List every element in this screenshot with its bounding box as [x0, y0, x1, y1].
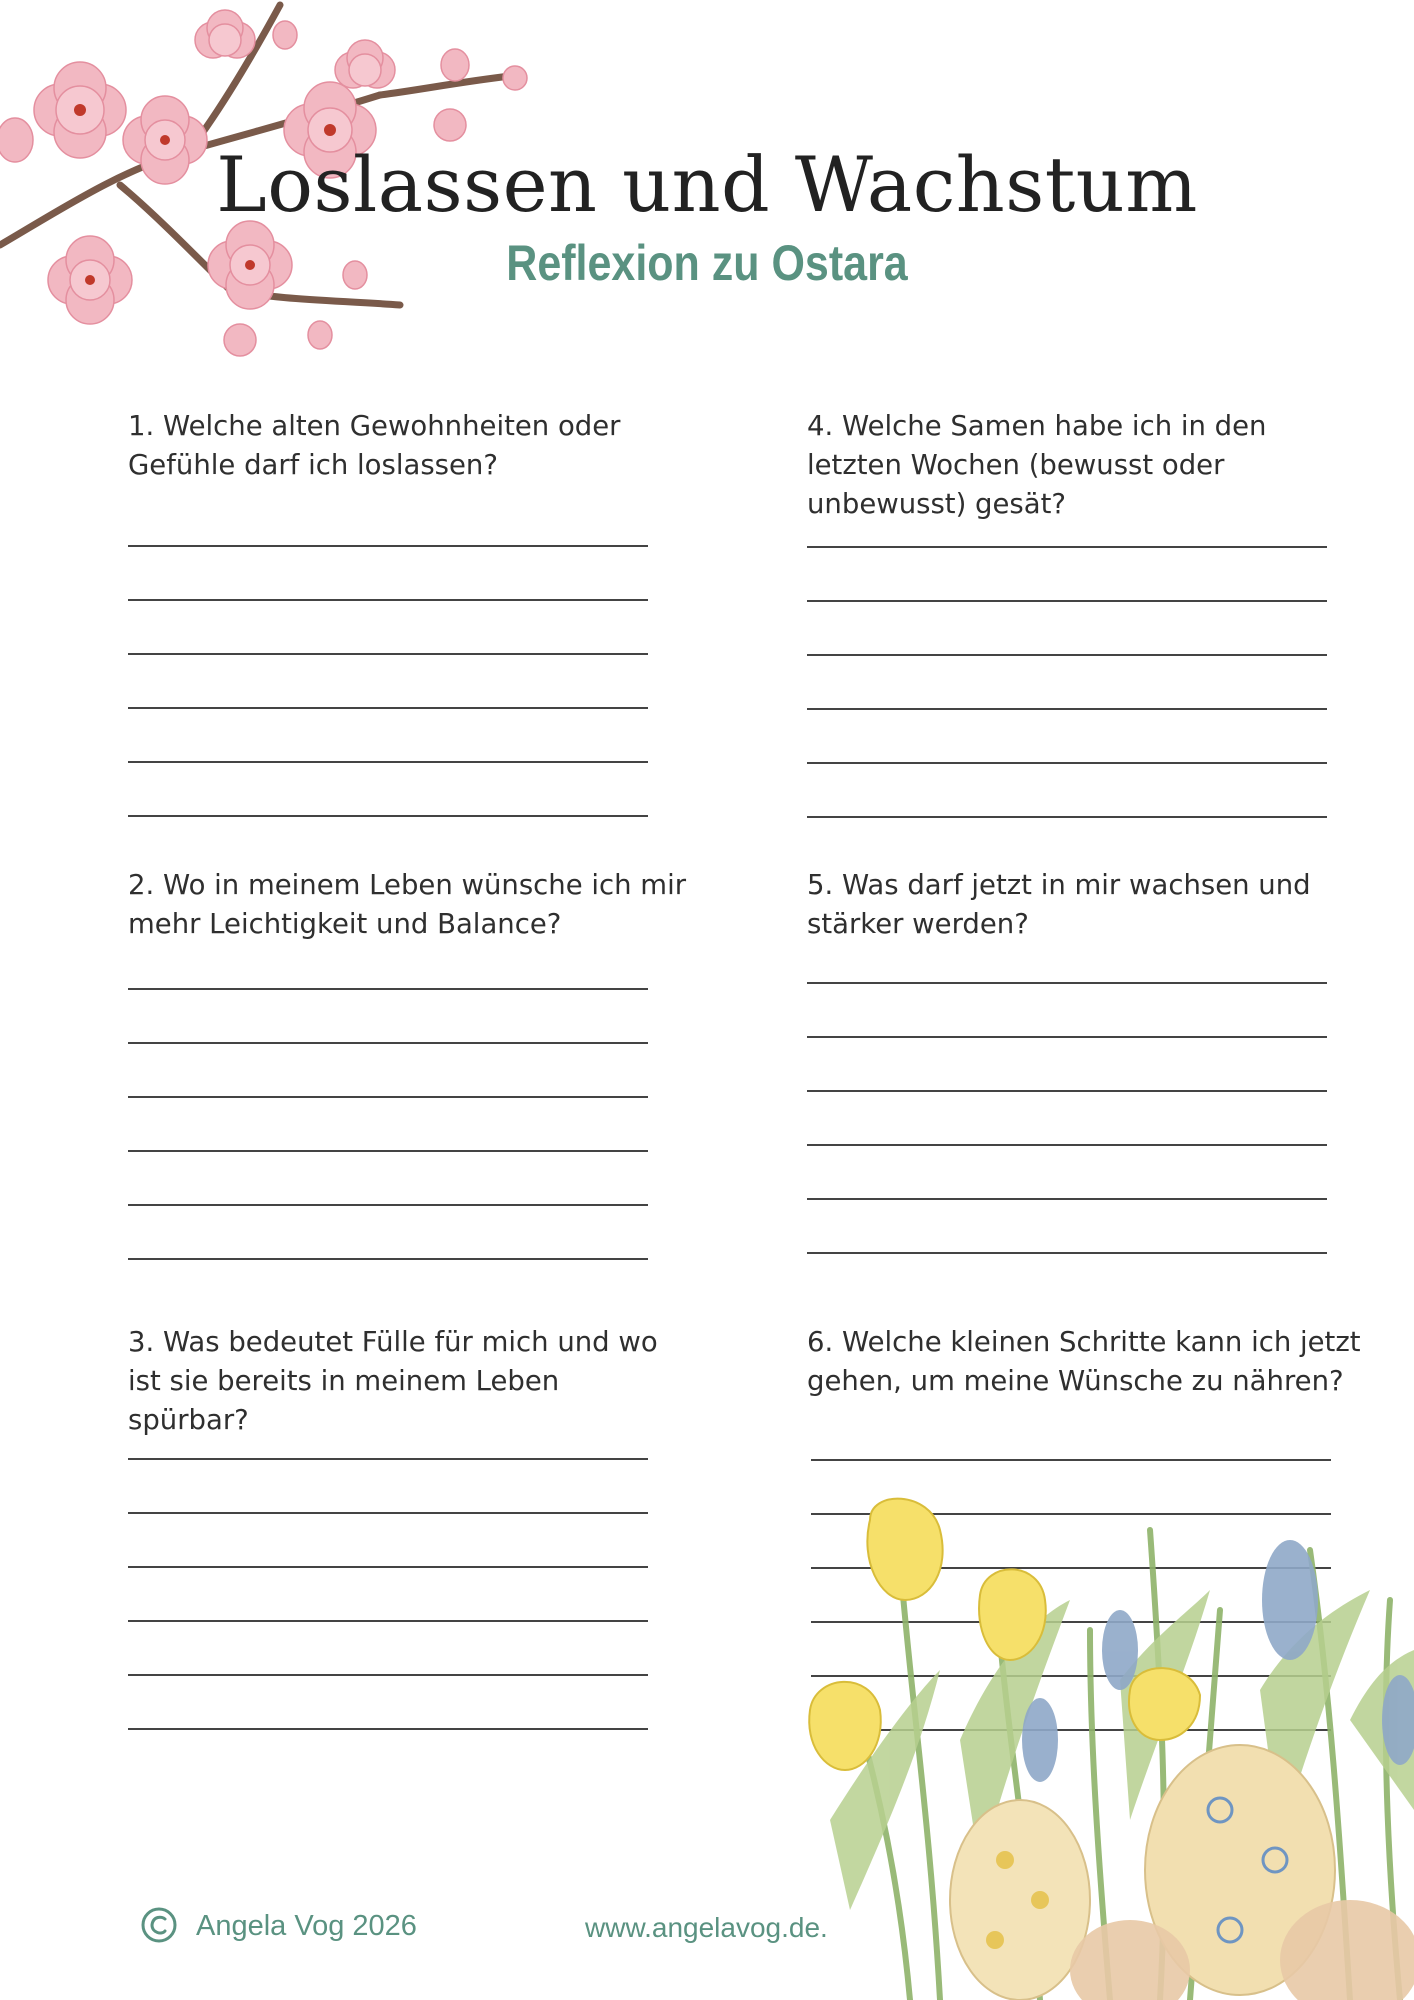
answer-lines-4[interactable] — [807, 546, 1327, 870]
tulips-and-eggs-illustration — [790, 1490, 1414, 2000]
question-text: Welche Samen habe ich in den letzten Wochen (bewusst oder unbewusst) gesät? — [807, 410, 1267, 520]
question-text: Was bedeutet Fülle für mich und wo ist sie bereits in meinem Leben spürbar? — [128, 1326, 658, 1436]
question-5 — [807, 866, 1347, 944]
answer-lines-3[interactable] — [128, 1458, 648, 1782]
website-link[interactable]: www.angelavog.de. — [585, 1912, 828, 1943]
question-1 — [128, 407, 648, 485]
question-text: Wo in meinem Leben wünsche ich mir mehr Leichtigkeit und Balance? — [128, 869, 687, 940]
copyright-text: Angela Vog 2026 — [196, 1910, 417, 1942]
copyright-icon — [140, 1906, 178, 1944]
question-number: 1. — [128, 410, 155, 442]
question-number: 6. — [807, 1326, 834, 1358]
question-text: Welche alten Gewohnheiten oder Gefühle darf ich loslassen? — [128, 410, 621, 481]
page-title: Loslassen und Wachstum — [216, 140, 1198, 229]
question-3 — [128, 1323, 688, 1440]
question-6 — [807, 1323, 1367, 1401]
page-subtitle: Reflexion zu Ostara — [506, 235, 908, 291]
answer-lines-1[interactable] — [128, 545, 648, 869]
answer-lines-2[interactable] — [128, 988, 648, 1312]
question-number: 4. — [807, 410, 834, 442]
question-number: 2. — [128, 869, 155, 901]
question-number: 5. — [807, 869, 834, 901]
question-4 — [807, 407, 1347, 524]
question-number: 3. — [128, 1326, 155, 1358]
question-text: Was darf jetzt in mir wachsen und stärker werden? — [807, 869, 1311, 940]
answer-lines-5[interactable] — [807, 982, 1327, 1306]
question-2 — [128, 866, 688, 944]
question-text: Welche kleinen Schritte kann ich jetzt gehen, um meine Wünsche zu nähren? — [807, 1326, 1361, 1397]
